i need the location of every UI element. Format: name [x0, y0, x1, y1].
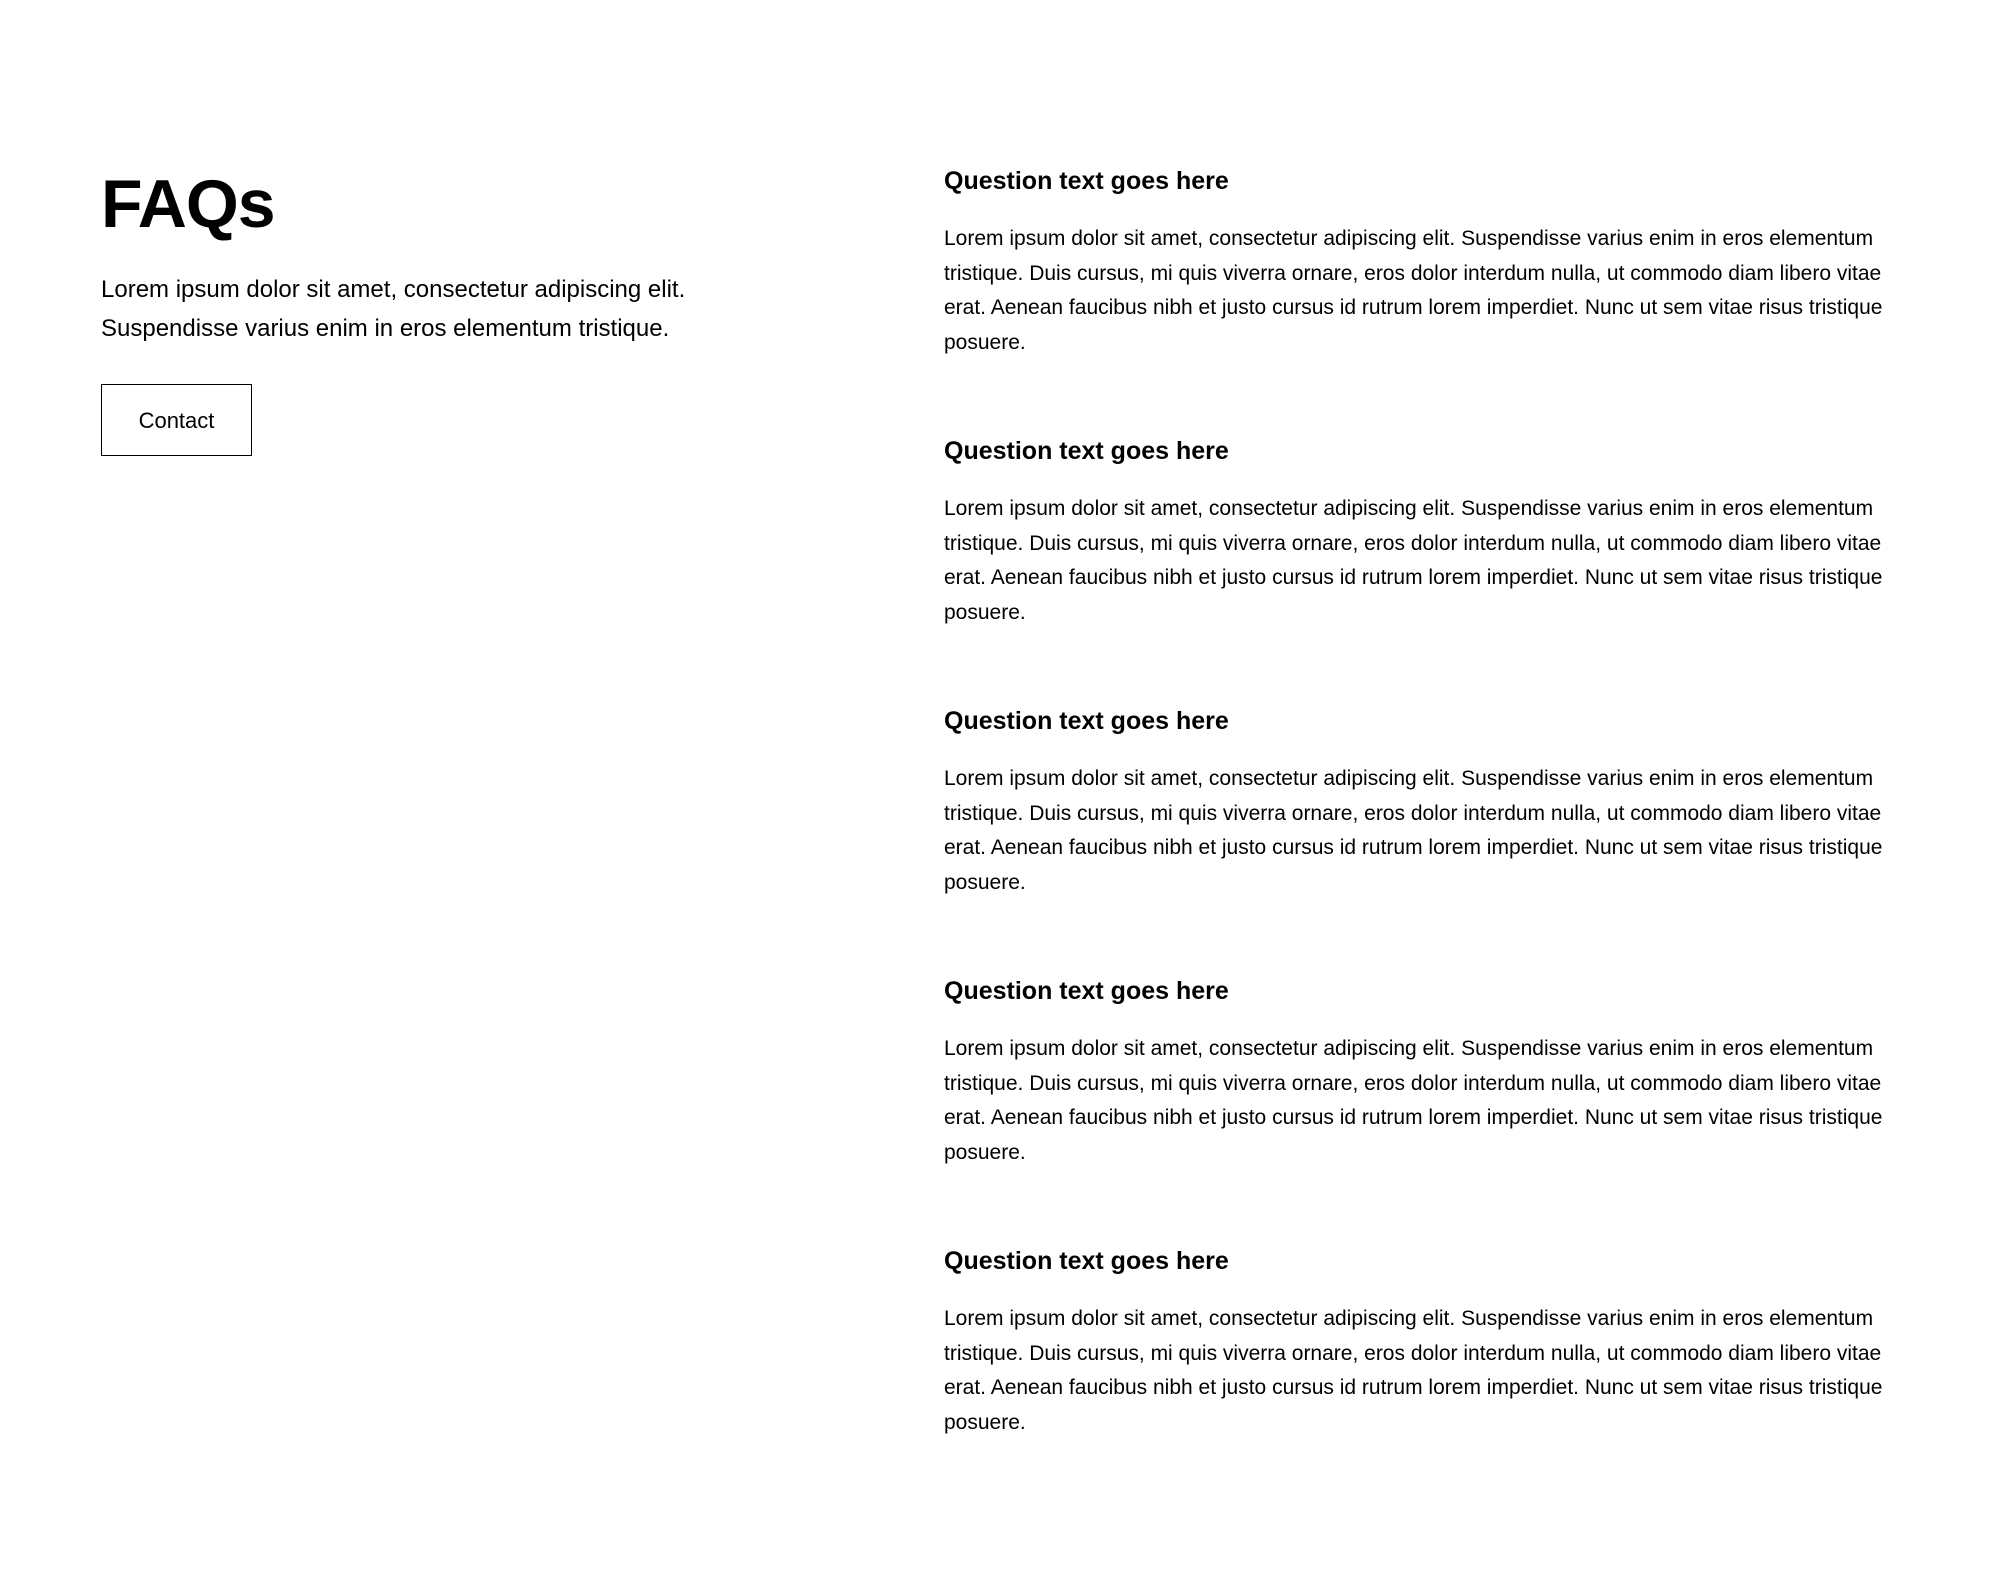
faq-question[interactable]: Question text goes here: [944, 167, 1229, 195]
page-title: FAQs: [101, 166, 275, 242]
contact-button[interactable]: Contact: [101, 384, 252, 456]
faq-header: [101, 160, 741, 456]
faq-question[interactable]: Question text goes here: [944, 707, 1229, 735]
faq-answer: Lorem ipsum dolor sit amet, consectetur adipiscing elit. Suspendisse varius enim in eros elementum tristique. Duis cursus, mi quis viverra ornare, eros dolor interdum nulla, ut commodo diam libero vitae erat. Aenean faucibus nibh et justo cursus id rutrum lorem imperdiet. Nunc ut sem vitae risus tristique posuere.: [944, 1037, 1883, 1164]
faq-question[interactable]: Question text goes here: [944, 977, 1229, 1005]
faq-list: [944, 163, 1916, 1513]
faq-item: [944, 973, 1916, 1243]
faq-question[interactable]: Question text goes here: [944, 1247, 1229, 1275]
faq-answer: Lorem ipsum dolor sit amet, consectetur adipiscing elit. Suspendisse varius enim in eros elementum tristique. Duis cursus, mi quis viverra ornare, eros dolor interdum nulla, ut commodo diam libero vitae erat. Aenean faucibus nibh et justo cursus id rutrum lorem imperdiet. Nunc ut sem vitae risus tristique posuere.: [944, 227, 1883, 354]
faq-answer: Lorem ipsum dolor sit amet, consectetur adipiscing elit. Suspendisse varius enim in eros elementum tristique. Duis cursus, mi quis viverra ornare, eros dolor interdum nulla, ut commodo diam libero vitae erat. Aenean faucibus nibh et justo cursus id rutrum lorem imperdiet. Nunc ut sem vitae risus tristique posuere.: [944, 767, 1883, 894]
faq-item: [944, 1243, 1916, 1513]
faq-answer: Lorem ipsum dolor sit amet, consectetur adipiscing elit. Suspendisse varius enim in eros elementum tristique. Duis cursus, mi quis viverra ornare, eros dolor interdum nulla, ut commodo diam libero vitae erat. Aenean faucibus nibh et justo cursus id rutrum lorem imperdiet. Nunc ut sem vitae risus tristique posuere.: [944, 1307, 1883, 1434]
faq-answer: Lorem ipsum dolor sit amet, consectetur adipiscing elit. Suspendisse varius enim in eros elementum tristique. Duis cursus, mi quis viverra ornare, eros dolor interdum nulla, ut commodo diam libero vitae erat. Aenean faucibus nibh et justo cursus id rutrum lorem imperdiet. Nunc ut sem vitae risus tristique posuere.: [944, 497, 1883, 624]
intro-text: Lorem ipsum dolor sit amet, consectetur adipiscing elit. Suspendisse varius enim in eros elementum tristique.: [101, 276, 686, 342]
faq-question[interactable]: Question text goes here: [944, 437, 1229, 465]
faq-item: [944, 703, 1916, 973]
faq-item: [944, 433, 1916, 703]
faq-item: [944, 163, 1916, 433]
